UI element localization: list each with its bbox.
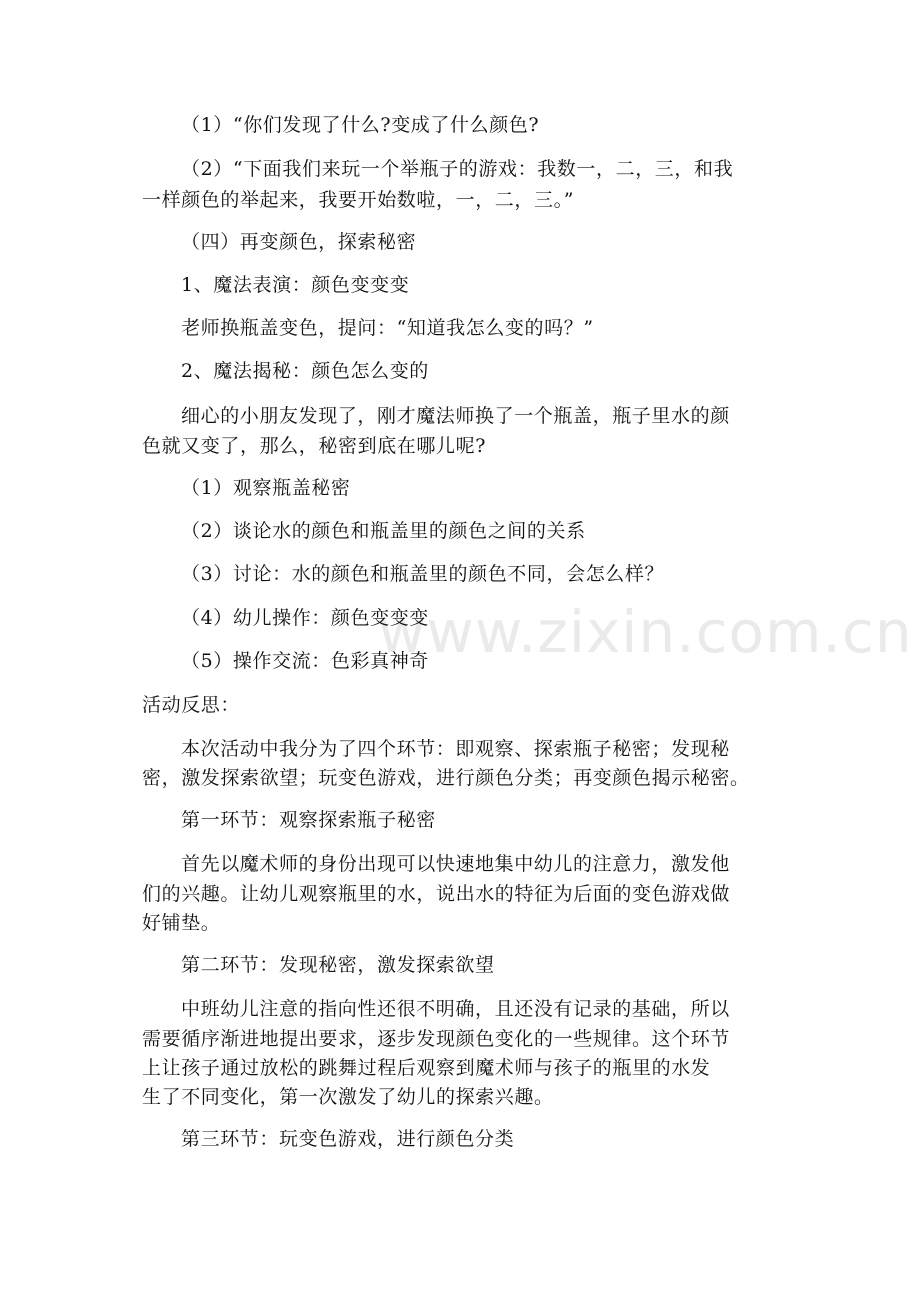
text-line: 本次活动中我分为了四个环节：即观察、探索瓶子秘密；发现秘 [181,738,730,760]
text-line: 老师换瓶盖变色，提问：“知道我怎么变的吗？” [181,317,594,339]
text-line: 1、魔法表演：颜色变变变 [181,274,410,296]
list-item: （5）操作交流：色彩真神奇 [181,650,429,672]
section-heading: （四）再变颜色，探索秘密 [181,231,417,253]
text-line: 密，激发探索欲望；玩变色游戏，进行颜色分类；再变颜色揭示秘密。 [142,767,750,789]
text-line: 中班幼儿注意的指向性还很不明确，且还没有记录的基础，所以 [181,998,730,1020]
text-line: 需要循序渐进地提出要求，逐步发现颜色变化的一些规律。这个环节 [142,1028,731,1050]
text-line: 生了不同变化，第一次激发了幼儿的探索兴趣。 [142,1086,554,1108]
text-line: 首先以魔术师的身份出现可以快速地集中幼儿的注意力，激发他 [181,853,730,875]
list-item: （3）讨论：水的颜色和瓶盖里的颜色不同，会怎么样？ [181,563,665,585]
text-line: （2）“下面我们来玩一个举瓶子的游戏：我数一，二，三，和我 [181,158,734,180]
section-heading: 第三环节：玩变色游戏，进行颜色分类 [181,1128,515,1150]
text-line: 细心的小朋友发现了，刚才魔法师换了一个瓶盖，瓶子里水的颜 [181,405,730,427]
text-line: 2、魔法揭秘：颜色怎么变的 [181,360,429,382]
section-heading: 第一环节：观察探索瓶子秘密 [181,809,436,831]
list-item: （1）观察瓶盖秘密 [181,477,351,499]
text-line: 上让孩子通过放松的跳舞过程后观察到魔术师与孩子的瓶里的水发 [142,1057,711,1079]
list-item: （4）幼儿操作：颜色变变变 [181,607,429,629]
watermark: www.zixin.com.cn [378,598,913,666]
text-line: 色就又变了，那么，秘密到底在哪儿呢? [142,435,486,457]
text-line: 好铺垫。 [142,912,221,934]
list-item: （2）谈论水的颜色和瓶盖里的颜色之间的关系 [181,520,586,542]
text-line: 一样颜色的举起来，我要开始数啦，一，二，三。” [142,189,575,211]
text-line: （1）“你们发现了什么?变成了什么颜色? [181,114,540,136]
section-heading: 第二环节：发现秘密，激发探索欲望 [181,954,495,976]
text-line: 们的兴趣。让幼儿观察瓶里的水，说出水的特征为后面的变色游戏做 [142,883,731,905]
section-heading: 活动反思： [142,694,241,716]
